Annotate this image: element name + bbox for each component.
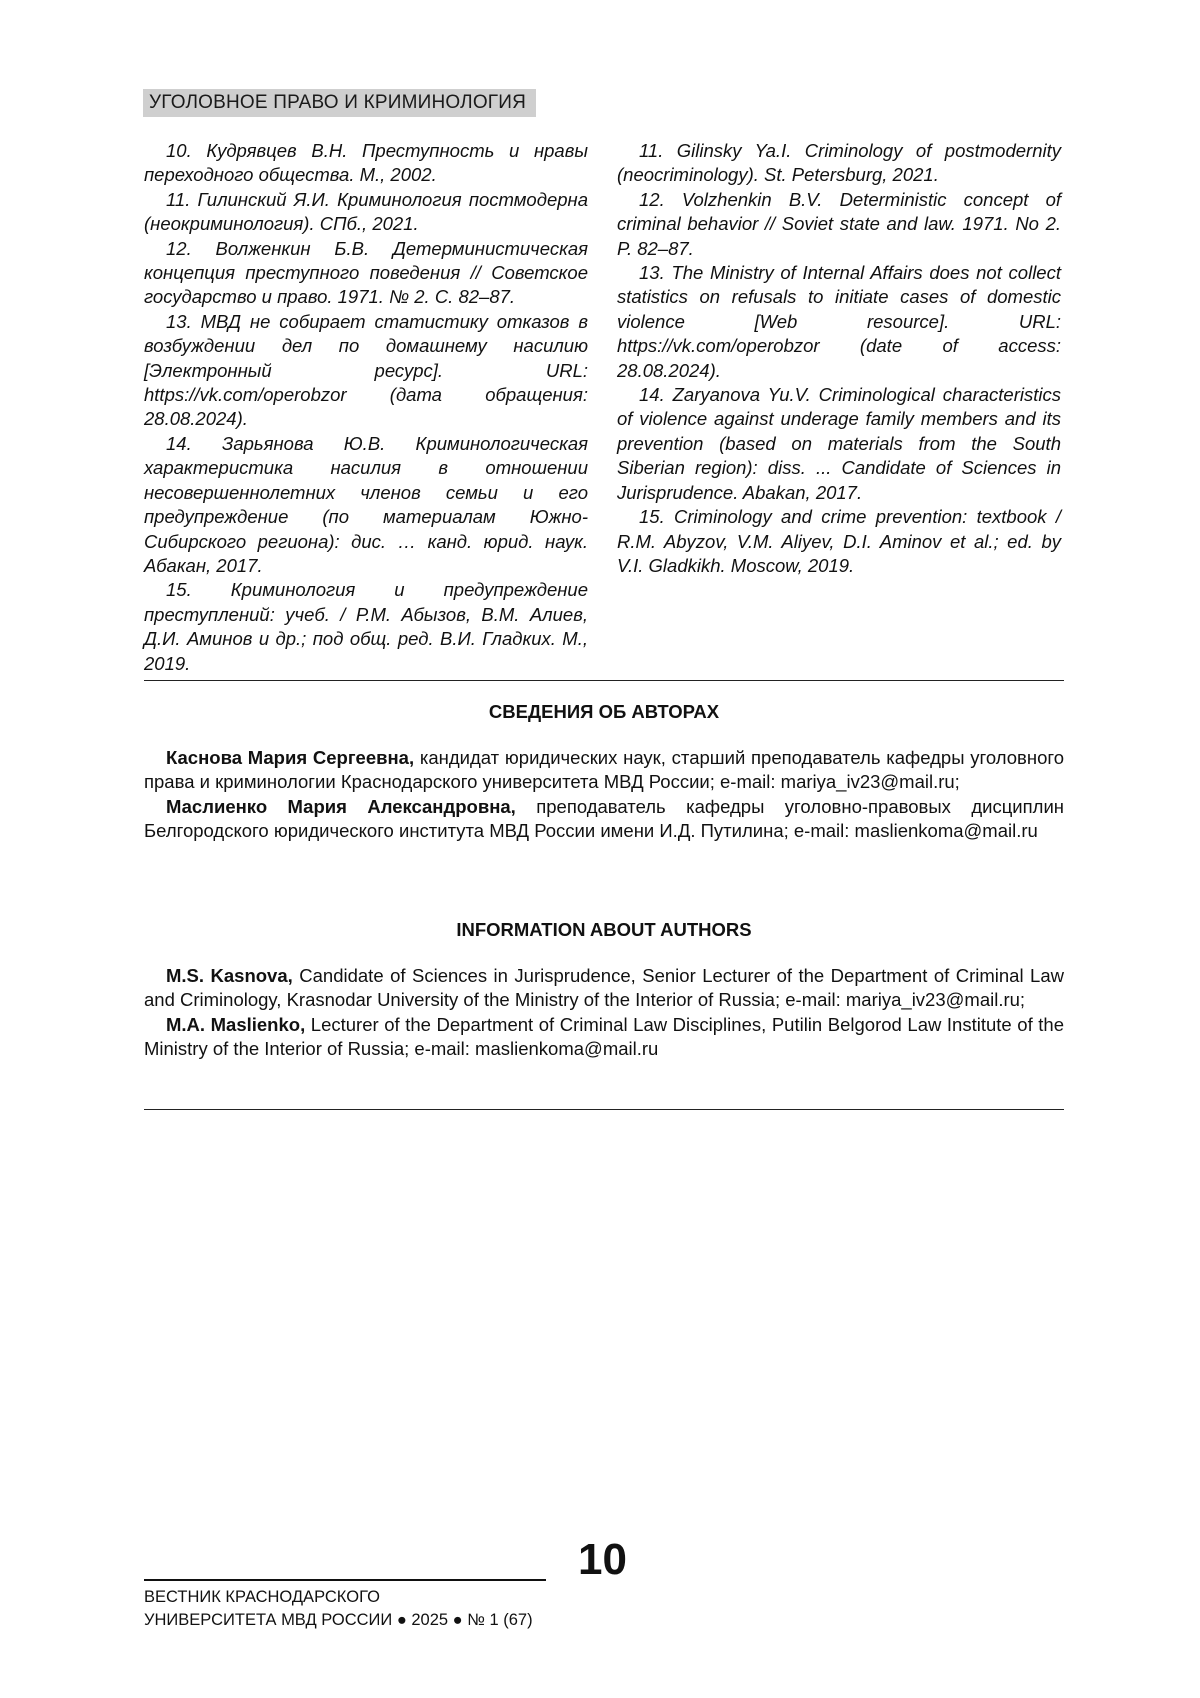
- reference-item: 11. Гилинский Я.И. Криминология постмодерна (неокриминология). СПб., 2021.: [144, 188, 588, 237]
- journal-footer: [144, 1586, 533, 1632]
- author-entry: [144, 746, 1064, 795]
- author-details: кандидат юридических наук, старший преподаватель кафедры уголовного права и криминологии Краснодарского университета МВД России; e-mail: mariya_iv23@mail.ru;: [144, 747, 1064, 792]
- author-details: Candidate of Sciences in Jurisprudence, Senior Lecturer of the Department of Criminal Law and Criminology, Krasnodar University of the Ministry of the Interior of Russia; e-mail: mariya_iv23@mail.ru;: [144, 965, 1064, 1010]
- authors-en-title: INFORMATION ABOUT AUTHORS: [144, 918, 1064, 942]
- references-english: [617, 139, 1061, 578]
- author-details: преподаватель кафедры уголовно-правовых дисциплин Белгородского юридического института МВД России имени И.Д. Путилина; e-mail: maslienkoma@mail.ru: [144, 796, 1064, 841]
- author-entry: [144, 1013, 1064, 1062]
- reference-item: 13. The Ministry of Internal Affairs does not collect statistics on refusals to initiate cases of domestic violence [Web resource]. URL: https://vk.com/operobzor (date of access: 28.08.2024).: [617, 261, 1061, 383]
- author-name: Каснова Мария Сергеевна,: [166, 747, 414, 768]
- page-number: 10: [578, 1535, 627, 1585]
- references-russian: [144, 139, 588, 676]
- section-header: УГОЛОВНОЕ ПРАВО И КРИМИНОЛОГИЯ: [143, 89, 536, 117]
- journal-issue-line: УНИВЕРСИТЕТА МВД РОССИИ ● 2025 ● № 1 (67): [144, 1609, 533, 1632]
- author-name: M.S. Kasnova,: [166, 965, 293, 986]
- authors-en-block: [144, 964, 1064, 1062]
- authors-ru-block: [144, 746, 1064, 844]
- reference-item: 11. Gilinsky Ya.I. Criminology of postmodernity (neocriminology). St. Petersburg, 2021.: [617, 139, 1061, 188]
- reference-item: 15. Криминология и предупреждение преступлений: учеб. / Р.М. Абызов, В.М. Алиев, Д.И. Аминов и др.; под общ. ред. В.И. Гладких. М., 2019.: [144, 578, 588, 676]
- section-divider: [144, 680, 1064, 681]
- reference-item: 12. Волженкин Б.В. Детерминистическая концепция преступного поведения // Советское государство и право. 1971. № 2. С. 82–87.: [144, 237, 588, 310]
- reference-item: 13. МВД не собирает статистику отказов в возбуждении дел по домашнему насилию [Электронный ресурс]. URL: https://vk.com/operobzor (дата обращения: 28.08.2024).: [144, 310, 588, 432]
- author-entry: [144, 964, 1064, 1013]
- authors-ru-title: СВЕДЕНИЯ ОБ АВТОРАХ: [144, 700, 1064, 724]
- reference-item: 14. Zaryanova Yu.V. Criminological characteristics of violence against underage family members and its prevention (based on materials from the South Siberian region): diss. ... Candidate of Sciences in Jurisprudence. Abakan, 2017.: [617, 383, 1061, 505]
- journal-title-line: ВЕСТНИК КРАСНОДАРСКОГО: [144, 1586, 533, 1609]
- author-entry: [144, 795, 1064, 844]
- reference-item: 12. Volzhenkin B.V. Deterministic concept of criminal behavior // Soviet state and law. 1971. No 2. P. 82–87.: [617, 188, 1061, 261]
- author-details: Lecturer of the Department of Criminal Law Disciplines, Putilin Belgorod Law Institute of the Ministry of the Interior of Russia; e-mail: maslienkoma@mail.ru: [144, 1014, 1064, 1059]
- reference-item: 14. Зарьянова Ю.В. Криминологическая характеристика насилия в отношении несовершеннолетних членов семьи и его предупреждение (по материалам Южно-Сибирского региона): дис. … канд. юрид. наук. Абакан, 2017.: [144, 432, 588, 578]
- author-name: M.A. Maslienko,: [166, 1014, 305, 1035]
- reference-item: 15. Criminology and crime prevention: textbook / R.M. Abyzov, V.M. Aliyev, D.I. Aminov et al.; ed. by V.I. Gladkikh. Moscow, 2019.: [617, 505, 1061, 578]
- author-name: Маслиенко Мария Александровна,: [166, 796, 516, 817]
- reference-item: 10. Кудрявцев В.Н. Преступность и нравы переходного общества. М., 2002.: [144, 139, 588, 188]
- section-divider: [144, 1109, 1064, 1110]
- footer-divider: [144, 1579, 546, 1581]
